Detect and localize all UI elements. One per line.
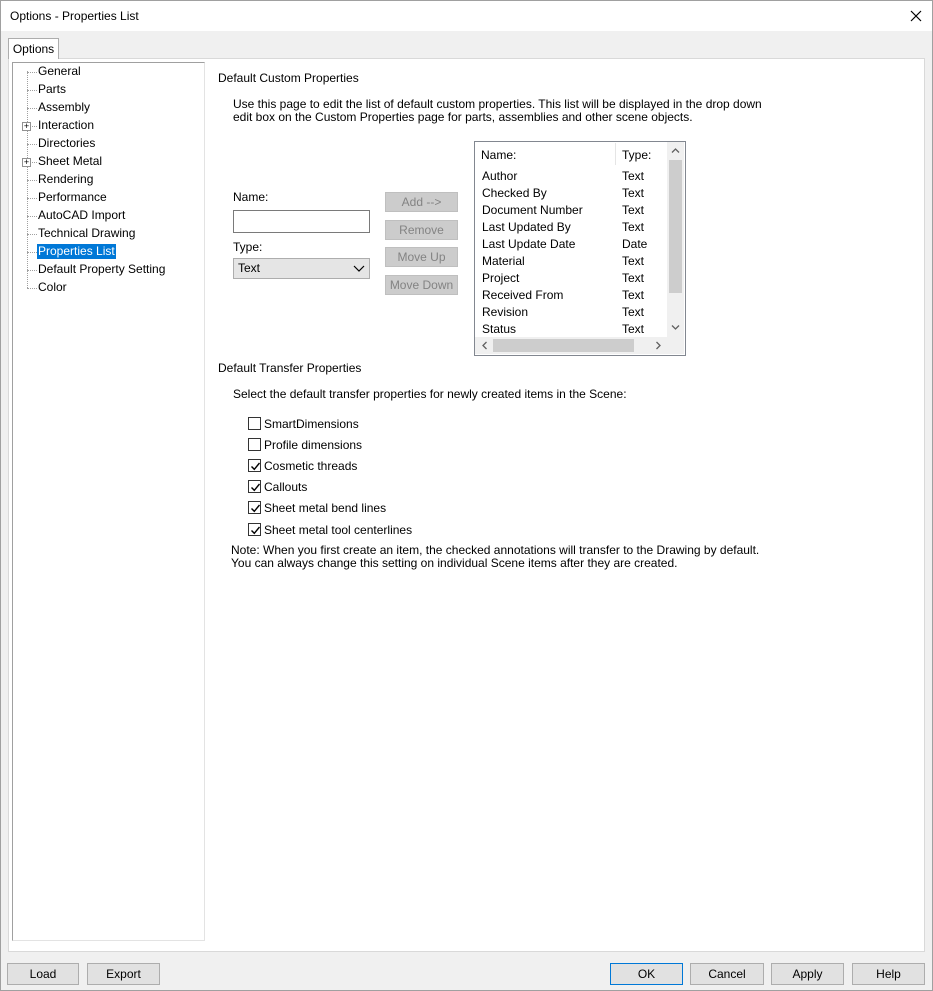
checkmark-icon — [250, 482, 261, 493]
tree-item-interaction[interactable] — [23, 117, 201, 135]
tree-item-color[interactable] — [26, 279, 201, 297]
tree-item-label: Default Property Setting — [38, 262, 166, 276]
scroll-up-icon[interactable] — [671, 147, 680, 154]
tree-item-parts[interactable] — [26, 81, 201, 99]
tree-item-autocad-import[interactable] — [26, 207, 201, 225]
list-item-type: Date — [622, 237, 648, 251]
export-button[interactable]: Export — [87, 963, 160, 985]
scrollbar-corner — [667, 337, 684, 354]
expand-icon[interactable]: + — [23, 121, 30, 131]
list-item-name[interactable]: Revision — [482, 305, 529, 319]
list-item-type: Text — [622, 203, 645, 217]
list-item-type: Text — [622, 169, 645, 183]
title-bar — [0, 0, 933, 31]
close-button[interactable] — [900, 1, 932, 31]
tree-item-label: Parts — [38, 82, 67, 96]
scroll-left-icon[interactable] — [481, 341, 488, 350]
checkmark-icon — [250, 503, 261, 514]
chevron-down-icon — [353, 263, 365, 273]
tree-item-sheet-metal[interactable] — [23, 153, 201, 171]
list-item-name[interactable]: Project — [482, 271, 520, 285]
list-item-type: Text — [622, 288, 645, 302]
move-up-button[interactable]: Move Up — [385, 247, 458, 267]
list-item-name[interactable]: Last Updated By — [482, 220, 571, 234]
list-item-name[interactable]: Material — [482, 254, 525, 268]
note-text-2: You can always change this setting on individual Scene items after they are created. — [231, 556, 678, 570]
scroll-right-icon[interactable] — [655, 341, 662, 350]
remove-button[interactable]: Remove — [385, 220, 458, 240]
list-item-type: Text — [622, 186, 645, 200]
tab-options[interactable] — [8, 38, 59, 59]
vertical-scroll-thumb[interactable] — [669, 160, 682, 293]
add-button[interactable]: Add --> — [385, 192, 458, 212]
checkmark-icon — [250, 461, 261, 472]
help-button[interactable]: Help — [852, 963, 925, 985]
type-select-value: Text — [238, 261, 261, 275]
name-label: Name: — [233, 190, 269, 204]
tree-item-performance[interactable] — [26, 189, 201, 207]
window-title: Options - Properties List — [10, 9, 139, 23]
list-item-name[interactable]: Document Number — [482, 203, 583, 217]
checkbox-label[interactable]: SmartDimensions — [264, 417, 359, 431]
close-icon — [910, 10, 922, 22]
list-item-type: Text — [622, 254, 645, 268]
column-divider[interactable] — [615, 143, 616, 165]
type-select[interactable] — [233, 258, 370, 279]
expand-icon[interactable]: + — [23, 157, 30, 167]
tree-item-label: Directories — [38, 136, 96, 150]
load-button[interactable]: Load — [7, 963, 79, 985]
tree-item-label: Color — [38, 280, 67, 294]
tree-item-default-property-setting[interactable] — [26, 261, 201, 279]
transfer-properties-description: Select the default transfer properties for newly created items in the Scene: — [233, 387, 627, 401]
column-header-type[interactable]: Type: — [622, 148, 652, 162]
checkbox-sheet-metal-bend-lines[interactable] — [248, 501, 261, 514]
note-text: Note: When you first create an item, the checked annotations will transfer to the Drawing by default. — [231, 543, 760, 557]
tree-item-label: General — [38, 64, 81, 78]
tree-item-general[interactable] — [26, 63, 201, 81]
custom-properties-description: Use this page to edit the list of default custom properties. This list will be displayed in the drop down — [233, 97, 762, 111]
tab-options-label: Options — [12, 42, 55, 56]
cancel-button[interactable]: Cancel — [690, 963, 764, 985]
checkbox-label[interactable]: Sheet metal bend lines — [264, 501, 387, 515]
checkbox-profile-dimensions[interactable] — [248, 438, 261, 451]
list-item-name[interactable]: Author — [482, 169, 518, 183]
ok-button[interactable]: OK — [610, 963, 683, 985]
scroll-down-icon[interactable] — [671, 324, 680, 331]
tree-item-label: Rendering — [38, 172, 94, 186]
list-item-name[interactable]: Last Update Date — [482, 237, 576, 251]
column-header-name[interactable]: Name: — [481, 148, 517, 162]
list-item-name[interactable]: Received From — [482, 288, 564, 302]
tree-item-rendering[interactable] — [26, 171, 201, 189]
tree-item-label: Technical Drawing — [38, 226, 136, 240]
tree-item-label: Interaction — [38, 118, 95, 132]
list-item-type: Text — [622, 322, 645, 336]
checkmark-icon — [250, 525, 261, 536]
tree-item-technical-drawing[interactable] — [26, 225, 201, 243]
list-item-type: Text — [622, 271, 645, 285]
tree-item-label: Performance — [38, 190, 107, 204]
checkbox-label[interactable]: Cosmetic threads — [264, 459, 358, 473]
name-input[interactable] — [233, 210, 370, 233]
checkbox-label[interactable]: Callouts — [264, 480, 308, 494]
checkbox-smartdimensions[interactable] — [248, 417, 261, 430]
checkbox-cosmetic-threads[interactable] — [248, 459, 261, 472]
apply-button[interactable]: Apply — [771, 963, 844, 985]
tree-item-properties-list[interactable] — [26, 243, 201, 261]
tree-item-label: AutoCAD Import — [38, 208, 126, 222]
checkbox-callouts[interactable] — [248, 480, 261, 493]
custom-properties-description-2: edit box on the Custom Properties page for parts, assemblies and other scene objects. — [233, 110, 693, 124]
list-item-type: Text — [622, 305, 645, 319]
tree-item-directories[interactable] — [26, 135, 201, 153]
list-item-name[interactable]: Status — [482, 322, 517, 336]
tree-item-label: Sheet Metal — [38, 154, 103, 168]
tree-item-label: Properties List — [38, 244, 115, 258]
checkbox-label[interactable]: Profile dimensions — [264, 438, 363, 452]
type-label: Type: — [233, 240, 263, 254]
move-down-button[interactable]: Move Down — [385, 275, 458, 295]
list-item-type: Text — [622, 220, 645, 234]
tree-item-label: Assembly — [38, 100, 91, 114]
horizontal-scroll-thumb[interactable] — [493, 339, 634, 352]
custom-properties-heading: Default Custom Properties — [218, 71, 359, 85]
transfer-properties-heading: Default Transfer Properties — [218, 361, 362, 375]
list-item-name[interactable]: Checked By — [482, 186, 547, 200]
checkbox-sheet-metal-tool-centerlines[interactable] — [248, 523, 261, 536]
tree-item-assembly[interactable] — [26, 99, 201, 117]
checkbox-label[interactable]: Sheet metal tool centerlines — [264, 523, 413, 537]
